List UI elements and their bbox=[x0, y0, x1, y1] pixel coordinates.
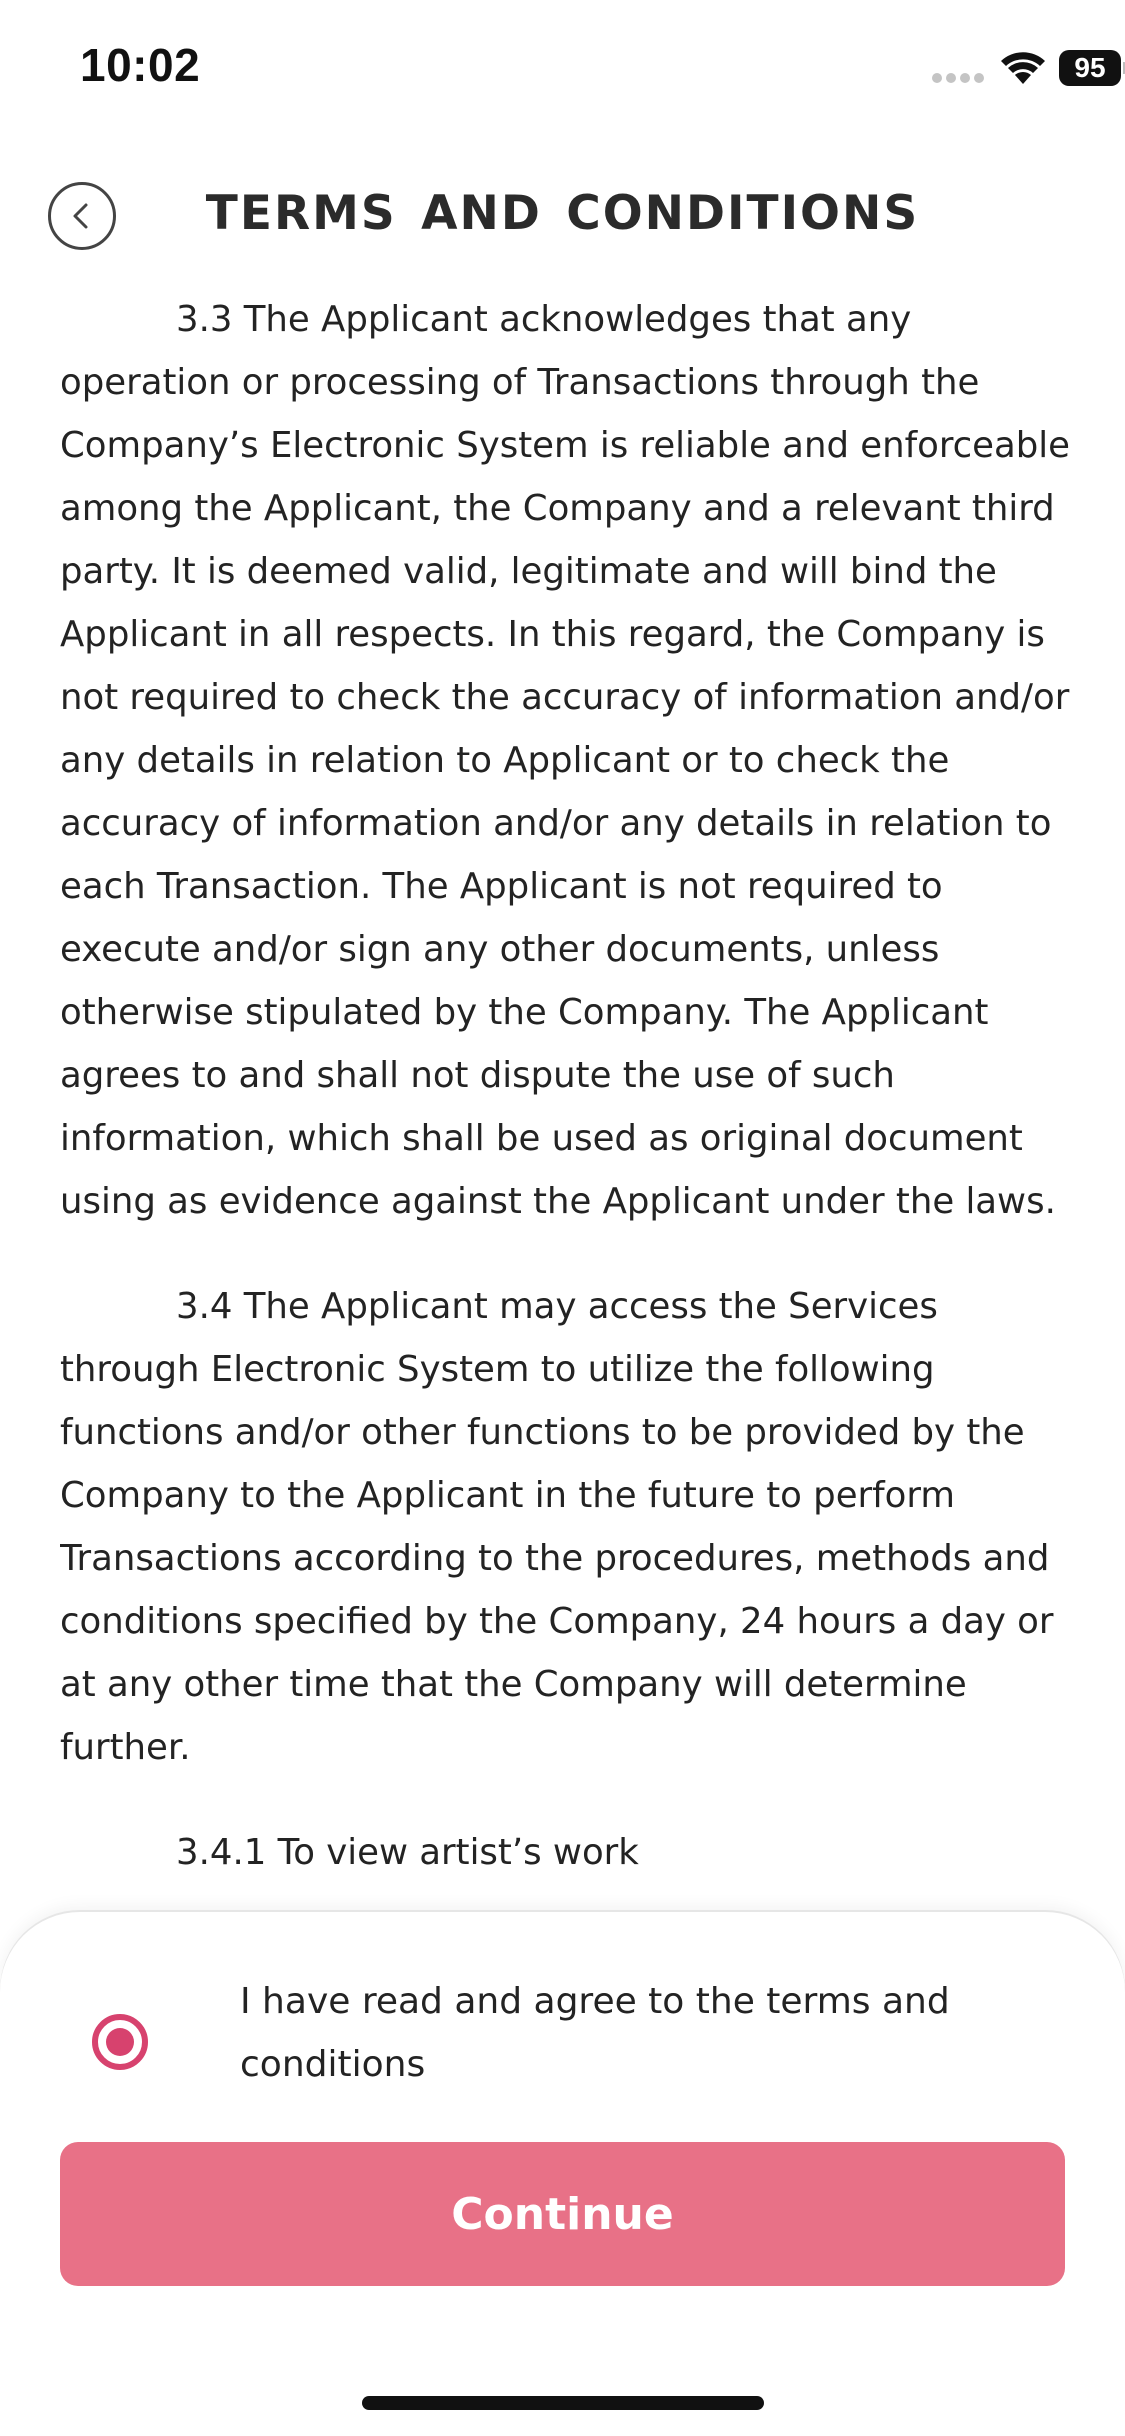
home-indicator bbox=[362, 2396, 764, 2410]
terms-paragraph-3-4: 3.4 The Applicant may access the Services through Electronic System to utilize the following functions and/or other functions to be provided by the Company to the Applicant in the future to perform Transactions according to the procedures, methods and conditions specified by the Company, 24 hours a day or at any other time that the Company will determine further. bbox=[60, 1286, 1054, 1768]
radio-selected-icon bbox=[106, 2028, 134, 2056]
status-bar bbox=[0, 0, 1125, 140]
continue-button[interactable]: Continue bbox=[60, 2142, 1065, 2286]
page-title: TERMS AND CONDITIONS bbox=[205, 186, 920, 241]
wifi-icon bbox=[999, 50, 1047, 86]
battery-level: 95 bbox=[1059, 50, 1121, 86]
terms-paragraph-3-4-1: 3.4.1 To view artist’s work bbox=[176, 1832, 639, 1873]
battery-icon bbox=[1059, 50, 1125, 88]
terms-content[interactable] bbox=[60, 288, 1070, 1908]
agree-checkbox-row[interactable] bbox=[0, 1970, 1125, 2110]
bottom-sheet bbox=[0, 1912, 1125, 2436]
agree-radio-button[interactable] bbox=[92, 2014, 148, 2070]
status-time: 10:02 bbox=[80, 39, 201, 91]
signal-icon bbox=[931, 72, 987, 84]
terms-paragraph-3-3: 3.3 The Applicant acknowledges that any operation or processing of Transactions through the Company’s Electronic System is reliable and enforceable among the Applicant, the Company and a relevant third party. It is deemed valid, legitimate and will bind the Applicant in all respects. In this regard, the Company is not required to check the accuracy of information and/or any details in relation to Applicant or to check the accuracy of information and/or any details in relation to each Transaction. The Applicant is not required to execute and/or sign any other documents, unless otherwise stipulated by the Company. The Applicant agrees to and shall not dispute the use of such information, which shall be used as original document using as evidence against the Applicant under the laws. bbox=[60, 299, 1070, 1222]
agree-label: I have read and agree to the terms and conditions bbox=[240, 1981, 950, 2085]
